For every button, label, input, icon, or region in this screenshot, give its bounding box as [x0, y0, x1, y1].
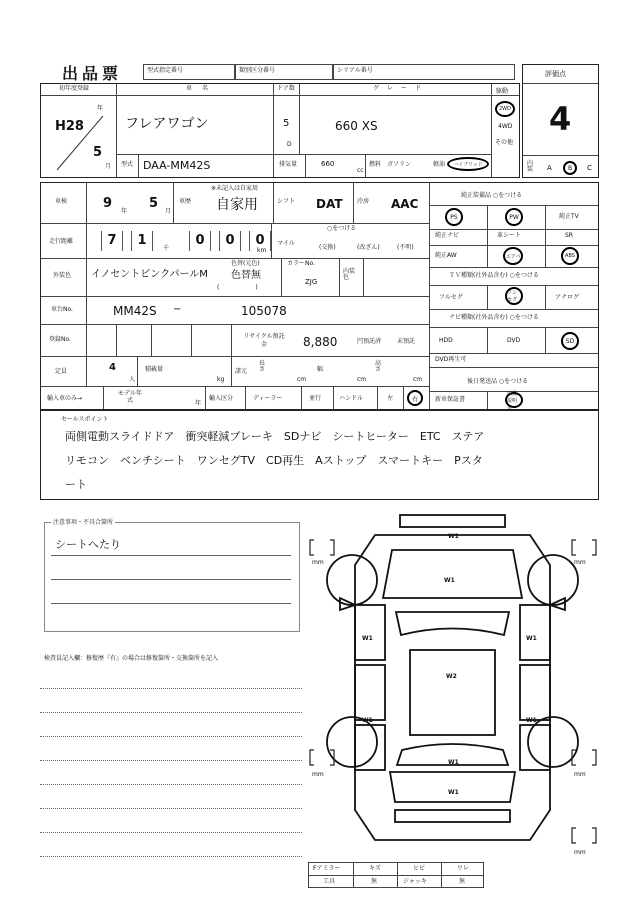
sales-points-label: セールスポイント: [61, 416, 109, 423]
tv-equipment: 純正TV: [559, 213, 579, 220]
odo-swap: (交換): [319, 244, 336, 251]
later-title: 後日発送品 ○をつける: [467, 378, 529, 385]
mileage-digit: 1: [131, 231, 153, 251]
leather-equipment: 革シート: [497, 232, 522, 239]
mileage-digits: [101, 229, 281, 253]
airbag-circle: エアバ: [503, 247, 523, 265]
chassis-dash: −: [173, 304, 182, 315]
mileage-digit: 0: [249, 231, 271, 251]
odo-tamper: (改ざん): [357, 244, 380, 251]
import-label: 輸入車のみ→: [47, 395, 83, 402]
history: 自家用: [216, 197, 258, 213]
interior-b-circle: B: [563, 161, 577, 175]
navi-equipment: 純正ナビ: [435, 232, 460, 239]
mark-hood: W1: [444, 577, 455, 584]
color-no-label: カラーNo.: [287, 260, 315, 267]
color-no: ZJG: [305, 278, 318, 286]
displacement: 660: [321, 160, 335, 168]
inspection-year: 9: [103, 196, 113, 211]
serial-field: [333, 64, 515, 80]
score-label: 評価点: [545, 70, 566, 78]
tire-unit-fr: mm: [574, 559, 586, 566]
notes-text: シートへたり: [55, 538, 121, 551]
jack-label: ジャッキ: [403, 878, 427, 885]
load-label: 積載量: [145, 366, 164, 373]
legend-table: [308, 862, 484, 888]
odo-mark: ○をつける: [327, 225, 357, 232]
sd-circle: SD: [561, 332, 579, 350]
equipment-title: 純正装備品 ○をつける: [461, 192, 523, 199]
navi-type-title: ナビ種類(社外品含む) ○をつける: [449, 314, 539, 321]
model-label: 型式: [121, 161, 134, 168]
abs-circle: ABS: [561, 247, 579, 265]
drive-2wd-circle: 2WD: [495, 101, 515, 117]
fuel-label: 燃料: [369, 161, 382, 168]
mileage-digit: 7: [101, 231, 123, 251]
pw-circle: PW: [505, 208, 523, 226]
dvd-option: DVD: [507, 337, 521, 344]
tire-unit-fl: mm: [312, 559, 324, 566]
color-paren: ( ): [217, 284, 258, 291]
fullseg-option: フルセグ: [439, 294, 463, 301]
parallel-label: 並行: [309, 395, 322, 402]
displacement-label: 排気量: [279, 161, 298, 168]
oneseg-circle: ワンセグ: [505, 287, 523, 305]
kg-unit: kg: [217, 376, 225, 383]
inspection-month: 5: [149, 196, 159, 211]
first-reg-label: 初年度登録: [59, 85, 90, 92]
chassis-prefix: MM42S: [113, 304, 157, 318]
model-id-field: [143, 64, 235, 80]
month-unit: 月: [105, 163, 112, 170]
sales-line-1: 両側電動スライドドア 衝突軽減ブレーキ SDナビ シートヒーター ETC ステア: [65, 430, 485, 443]
mileage-label: 走行距離: [49, 238, 74, 245]
right-circle: 右: [407, 390, 423, 406]
cm-height: cm: [413, 376, 423, 383]
thousand-unit: 千: [163, 245, 170, 252]
doors: 5: [283, 118, 290, 129]
color-label: 外装色: [53, 272, 72, 279]
tv-type-title: ＴＶ種類(社外品含む) ○をつける: [449, 272, 539, 279]
grade: 660 XS: [335, 119, 378, 133]
page-title: 出品票: [62, 64, 123, 83]
odo-miles: マイル: [277, 240, 295, 247]
notes-label: 注意事項・不具合箇所: [53, 519, 114, 526]
tool-value: 無: [371, 878, 378, 885]
date-slash: [55, 114, 105, 172]
sales-line-2: リモコン ベンチシート ワンセグTV CD再生 Aストップ スマートキー Pスタ: [65, 454, 483, 467]
km-unit: km: [257, 247, 267, 254]
capacity-label: 定員: [55, 368, 68, 375]
door-label: ドア数: [277, 85, 295, 92]
drive-label: 駆動: [496, 88, 509, 95]
interior-label: 内装: [527, 160, 534, 173]
model-code: DAA-MM42S: [143, 159, 211, 172]
mark-trunk: W1: [448, 759, 459, 766]
chassis-number: 105078: [241, 304, 287, 318]
sales-line-3: ート: [65, 478, 87, 491]
model-year-label: モデル年式: [118, 390, 142, 404]
cc-unit: cc: [357, 167, 364, 174]
capacity: 4: [109, 362, 116, 373]
mark-rear: W1: [448, 789, 459, 796]
notes-box: [44, 519, 300, 632]
fuel-gas: ガソリン: [387, 161, 412, 168]
color-swap-label: 色替(元色): [231, 260, 260, 267]
recycle-status: 円預託済: [357, 338, 382, 345]
interior-color-label: 内装色: [343, 268, 356, 281]
warranty-option: 新車保証書: [435, 396, 466, 403]
tire-unit-rr: mm: [574, 771, 586, 778]
ac-label: 冷房: [357, 198, 370, 205]
dims-label: 諸元: [235, 368, 248, 375]
odo-unknown: (不明): [397, 244, 414, 251]
door-suffix: D: [287, 141, 292, 148]
chassis-label: 車台No.: [51, 306, 73, 313]
fuel-light: 軽油: [433, 161, 446, 168]
recycle-unpaid: 未預託: [397, 338, 416, 345]
score-value: 4: [549, 100, 572, 138]
tire-unit-rl: mm: [312, 771, 324, 778]
recycle-label: リサイクル預託金: [243, 333, 285, 348]
person-unit: 人: [129, 376, 136, 383]
score-box: [522, 64, 599, 178]
mark-fr: W1: [526, 635, 537, 642]
tire-unit-spare: mm: [574, 849, 586, 856]
mark-roof: W2: [446, 673, 457, 680]
inspection-year-unit: 年: [121, 208, 128, 215]
inspection-month-unit: 月: [165, 208, 172, 215]
sr-equipment: SR: [565, 232, 573, 239]
dvd-play-option: DVD再生可: [435, 356, 467, 363]
model-year-unit: 年: [195, 400, 202, 407]
interior-a: A: [547, 164, 552, 172]
exterior-color: イノセントピンクパールM: [91, 269, 208, 280]
tool-label: 工具: [323, 878, 336, 885]
cm-length: cm: [297, 376, 307, 383]
ac: AAC: [391, 197, 419, 211]
drive-4wd: 4WD: [498, 123, 513, 130]
reg-month: 5: [93, 145, 103, 160]
year-unit: 年: [97, 105, 104, 112]
height-label: 高さ: [375, 360, 382, 373]
reg-no-label: 登録No.: [49, 336, 71, 343]
mark-rl: W1: [362, 717, 373, 724]
handle-label: ハンドル: [339, 395, 364, 402]
ps-circle: PS: [445, 208, 463, 226]
reg-year: H28: [55, 119, 84, 134]
inspection-label: 車検: [55, 198, 68, 205]
mileage-digit: 0: [219, 231, 241, 251]
drive-other: その他: [495, 139, 514, 146]
width-label: 幅: [317, 366, 324, 373]
mark-front: W1: [448, 533, 459, 540]
vehicle-basic-box: [40, 83, 520, 178]
legend-header-2: ヒビ: [413, 865, 426, 872]
legend-header-0: Fアミラー: [313, 865, 341, 872]
interior-c: C: [587, 164, 592, 172]
class-id-field: [235, 64, 333, 80]
shift-label: シフト: [277, 198, 296, 205]
vehicle-name: フレアワゴン: [125, 116, 209, 132]
left-label: 左: [387, 395, 394, 402]
import-class-label: 輸入区分: [209, 395, 234, 402]
legend-header-3: ワレ: [457, 865, 470, 872]
analog-option: アナログ: [555, 294, 580, 301]
recycle-amount: 8,880: [303, 335, 338, 349]
name-label: 車名: [186, 85, 219, 92]
color-swap: 色替無: [231, 270, 261, 281]
dealer-label: ディーラー: [253, 395, 283, 402]
hdd-option: HDD: [439, 337, 453, 344]
sales-points-box: [40, 410, 599, 500]
mark-rr: W1: [526, 717, 537, 724]
model-id-label: 型式指定番号: [147, 67, 184, 74]
mileage-digit: 0: [189, 231, 211, 251]
fuel-hybrid-circle: ハイブリッド: [447, 157, 489, 171]
details-box: [40, 182, 599, 410]
history-note: ※未記入は自家用: [211, 185, 259, 192]
inspector-label: 検査員記入欄：修復歴『有』の場合は修復箇所・交換箇所を記入: [44, 655, 219, 662]
serial-label: シリアル番号: [337, 67, 373, 74]
jack-value: 無: [459, 878, 466, 885]
legend-header-1: キズ: [369, 865, 381, 872]
cm-width: cm: [357, 376, 367, 383]
grade-label: グレード: [373, 85, 430, 92]
class-id-label: 類別区分番号: [239, 67, 276, 74]
aw-equipment: 純正AW: [435, 252, 457, 259]
length-label: 長さ: [259, 360, 266, 373]
mark-fl: W1: [362, 635, 373, 642]
manual-circle: 取扱説明書: [505, 392, 523, 408]
shift: DAT: [316, 197, 343, 211]
history-label: 車歴: [179, 198, 192, 205]
